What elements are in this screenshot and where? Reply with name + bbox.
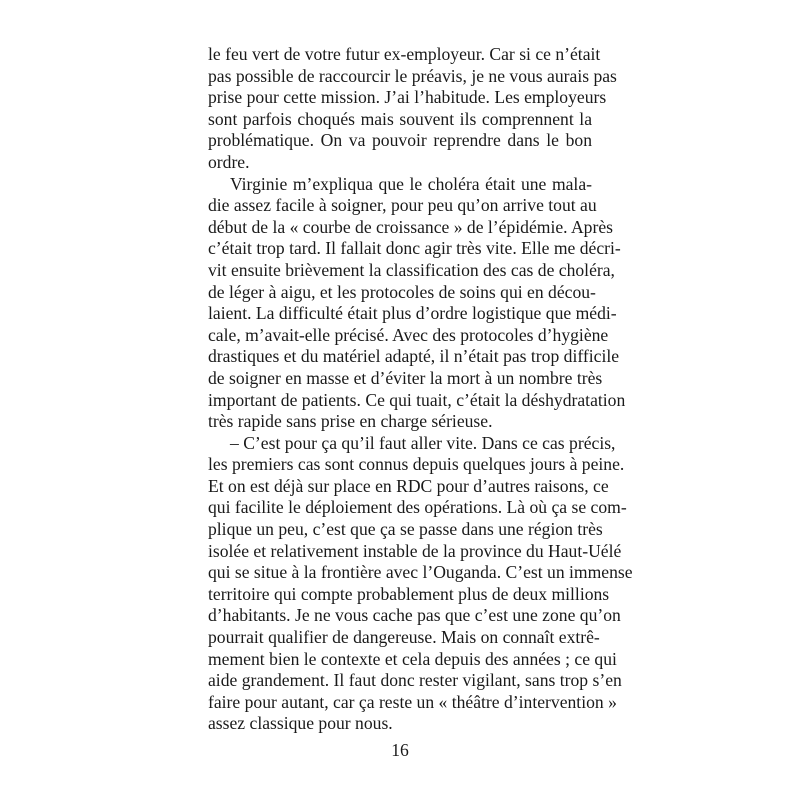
text-line: faire pour autant, car ça reste un « théâtre d’intervention » (208, 691, 617, 712)
text-line: important de patients. Ce qui tuait, c’était la déshydratation (208, 389, 626, 410)
text-line: le feu vert de votre futur ex-employeur. Car si ce n’était (208, 44, 601, 64)
text-line: – C’est pour ça qu’il faut aller vite. Dans ce cas précis, (230, 432, 616, 453)
text-line: Virginie m’expliqua que le choléra était une mala- (230, 173, 592, 194)
text-line: plique un peu, c’est que ça se passe dans une région très (208, 519, 603, 540)
paragraph (208, 173, 626, 433)
text-line: assez classique pour nous. (208, 713, 393, 734)
text-line: qui facilite le déploiement des opérations. Là où ça se com- (208, 497, 627, 518)
text-line: pas possible de raccourcir le préavis, je ne vous aurais pas (208, 65, 617, 86)
text-line: mement bien le contexte et cela depuis des années ; ce qui (208, 648, 617, 669)
text-line: très rapide sans prise en charge sérieuse. (208, 411, 493, 432)
text-line: vit ensuite brièvement la classification des cas de choléra, (208, 259, 615, 280)
text-line: sont parfois choqués mais souvent ils comprennent la (208, 108, 592, 129)
text-line: d’habitants. Je ne vous cache pas que c’est une zone qu’on (208, 605, 621, 626)
text-line: die assez facile à soigner, pour peu qu’on arrive tout au (208, 195, 597, 216)
text-line: c’était trop tard. Il fallait donc agir très vite. Elle me décri- (208, 238, 621, 259)
text-line: prise pour cette mission. J’ai l’habitude. Les employeurs (208, 87, 607, 108)
page-body (208, 44, 633, 735)
text-line: ordre. (208, 151, 250, 172)
text-line: début de la « courbe de croissance » de l’épidémie. Après (208, 216, 613, 237)
text-line: isolée et relativement instable de la province du Haut-Uélé (208, 540, 622, 561)
text-line: de soigner en masse et d’éviter la mort à un nombre très (208, 367, 603, 388)
text-line: cale, m’avait-elle précisé. Avec des protocoles d’hygiène (208, 324, 609, 345)
text-line: pourrait qualifier de dangereuse. Mais on connaît extrê- (208, 627, 600, 648)
text-line: de léger à aigu, et les protocoles de soins qui en décou- (208, 281, 596, 302)
page-number: 16 (391, 740, 409, 760)
paragraph (208, 432, 633, 735)
text-line: Et on est déjà sur place en RDC pour d’autres raisons, ce (208, 475, 609, 496)
text-line: drastiques et du matériel adapté, il n’était pas trop difficile (208, 346, 620, 367)
text-line: laient. La difficulté était plus d’ordre logistique que médi- (208, 303, 617, 324)
text-line: problématique. On va pouvoir reprendre dans le bon (208, 130, 592, 151)
text-line: les premiers cas sont connus depuis quelques jours à peine. (208, 454, 625, 475)
paragraph (208, 44, 617, 174)
text-line: aide grandement. Il faut donc rester vigilant, sans trop s’en (208, 670, 622, 691)
text-line: territoire qui compte probablement plus de deux millions (208, 583, 610, 604)
text-line: qui se situe à la frontière avec l’Ouganda. C’est un immense (208, 562, 633, 583)
